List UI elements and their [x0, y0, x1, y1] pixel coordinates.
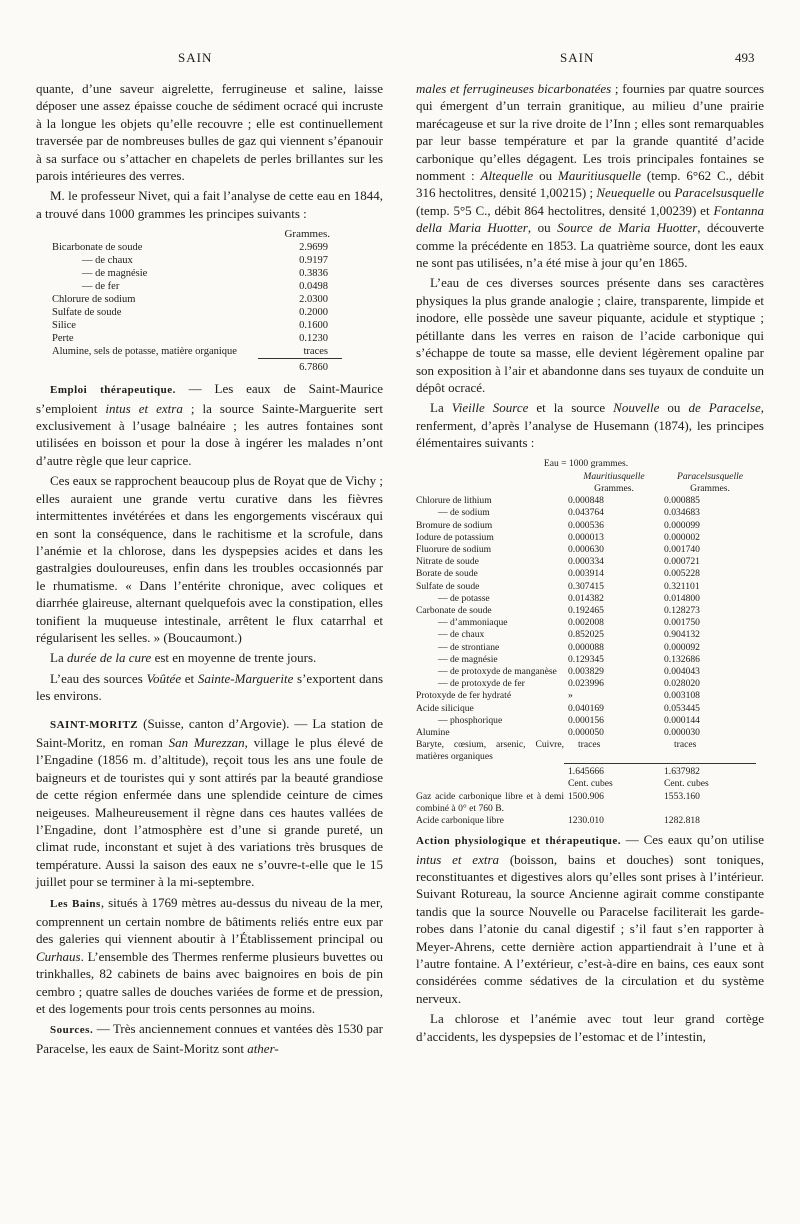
row-label: Nitrate de soude — [416, 556, 479, 568]
row-value-mauritius: 0.003829 — [568, 665, 604, 677]
row-label: — phosphorique — [438, 714, 503, 726]
row-label: Sulfate de soude — [52, 307, 122, 319]
row-label: — de magnésie — [82, 268, 148, 280]
table-row — [52, 319, 342, 332]
row-value: traces — [303, 346, 328, 358]
row-value-paracelsus: 0.000002 — [664, 531, 700, 543]
row-label: Gaz acide carbonique libre et à demi combiné à 0° et 760 B. — [416, 790, 564, 814]
text: , ou — [527, 220, 558, 236]
row-label: Sulfate de soude — [416, 580, 480, 592]
row-label: Alumine, sels de potasse, matière organique — [52, 346, 237, 358]
row-label: Silice — [52, 320, 76, 332]
paragraph — [416, 80, 764, 271]
text: La — [50, 650, 67, 666]
table-row — [52, 293, 342, 306]
paragraph: Ces eaux se rapprochent beaucoup plus de Royat que de Vichy ; elles auraient une grande vertu curative dans les fièvres intermittentes invétérées et dans les engorgements viscéraux qui en sont la conséquence, dans le rachitisme et la scrofule, dans l’anémie et la chlorose, dans les dyspepsies acides et dans les gastralgies douloureuses, enfin dans les troubles occasionnés par le rhumatisme. « Dans l’entérite chronique, avec coliques et diarrhée glaireuse, alternant quelquefois avec la constipation, elles tonifient la muqueuse intestinale, arrêtent le flux catarrhal et régularisent les selles. » (Boucaumont.) — [36, 473, 383, 645]
row-label: — de potasse — [438, 592, 490, 604]
text: intus et extra — [105, 400, 183, 416]
text: males et ferrugineuses bicarbonatées — [416, 81, 612, 96]
row-value-paracelsus: 0.001750 — [664, 617, 700, 629]
spacer — [416, 778, 564, 790]
table-row — [416, 739, 756, 763]
row-value-paracelsus: 0.028020 — [664, 678, 700, 690]
text: Neuequelle — [596, 185, 655, 201]
table-row — [52, 254, 342, 267]
column-unit: Cent. cubes — [568, 778, 613, 790]
table-caption: Eau = 1000 grammes. — [543, 457, 629, 469]
analysis-table-husemann — [416, 458, 756, 828]
table-row — [416, 605, 756, 617]
column-header: Mauritiusquelle — [583, 470, 645, 482]
table-row — [416, 654, 756, 666]
table-row — [416, 593, 756, 605]
row-value-mauritius: 0.307415 — [568, 580, 604, 592]
row-value-mauritius: 0.002008 — [568, 617, 604, 629]
row-value-mauritius: 0.000536 — [568, 519, 604, 531]
column-header: Paracelsusquelle — [676, 470, 744, 482]
text: ou — [659, 400, 689, 416]
row-value-paracelsus: 0.000030 — [664, 727, 700, 738]
table-row — [416, 678, 756, 690]
section-heading: Les Bains — [50, 897, 101, 910]
paragraph-therapeutic — [36, 380, 383, 469]
running-head-left: SAIN — [178, 50, 213, 65]
spacer — [52, 359, 258, 375]
row-value-mauritius: » — [568, 690, 573, 702]
table-total-row — [416, 764, 756, 779]
row-value-paracelsus: 0.000099 — [664, 519, 700, 531]
paragraph: quante, d’une saveur aigrelette, ferrugineuse et saline, laisse déposer une assez épaisse couche de sédiment ocracé qui incruste à la longue les objets qu’elle recouvre ; elle est continuellement traversée par de nombreuses bulles de gaz qui viennent s’épanouir à sa surface ou s’attacher en chapelets de perles brillantes sur les parois intérieures des verres. — [36, 81, 383, 184]
table-row — [416, 642, 756, 654]
row-value-mauritius: 1500.906 — [568, 790, 604, 802]
text: (temp. 5°5 C., débit 864 hectolitres, densité 1,00239) et — [416, 202, 714, 218]
right-column — [416, 80, 764, 1048]
text: ; fournies par quatre sources qui émergent d’un terrain granitique, au milieu d’une prairie marécageuse et sur la rive droite de l’Inn ; elles sont remarquables par leur basse température et par la grande quantité d’acide carbonique qu’elles dégagent. Les trois principales fontaines se nomment : — [416, 81, 764, 184]
row-value-paracelsus: 0.003108 — [664, 690, 700, 702]
row-label: Bromure de sodium — [416, 519, 493, 531]
table-row — [52, 332, 342, 345]
row-value-mauritius: 0.043764 — [568, 507, 604, 519]
text: ather- — [247, 1040, 279, 1056]
row-label: Fluorure de sodium — [416, 543, 492, 555]
row-value: 2.0300 — [299, 294, 328, 306]
section-heading: Emploi thérapeutique. — [50, 384, 176, 397]
row-value-mauritius: 0.000156 — [568, 714, 604, 726]
table-row — [52, 241, 342, 254]
row-label: Chlorure de lithium — [416, 495, 492, 507]
left-column — [36, 80, 383, 1060]
row-value-mauritius: 0.000630 — [568, 543, 604, 555]
row-value-mauritius: 0.023996 — [568, 678, 604, 690]
row-value-mauritius: 0.000050 — [568, 727, 604, 738]
running-head-right: SAIN — [560, 50, 595, 65]
paragraph: L’eau de ces diverses sources présente dans ses caractères physiques la plus grande analogie ; claire, transparente, limpide et inodore, elle possède une saveur piquante, acidule et styptique ; pétillante dans les verres en raison de l’acide carbonique qui s’échappe de toute sa masse, elle devient légèrement opaline par son exposition à l’air et abandonne dans ses tuyaux de conduite un dépôt ocracé. — [416, 275, 764, 395]
row-value-mauritius: 0.000848 — [568, 495, 604, 507]
text: ou — [654, 185, 675, 201]
unit-row — [416, 778, 756, 790]
row-value-mauritius: 0.003914 — [568, 568, 604, 580]
text: de Paracelse — [688, 400, 761, 416]
row-label: Acide carbonique libre — [416, 814, 504, 826]
text: Mauritiusquelle — [557, 168, 642, 184]
column-unit: Cent. cubes — [664, 778, 709, 790]
text: ; la source Sainte-Marguerite sert exclusivement à l’usage balnéaire ; les autres fontaines sont utilisées en boisson et pour la dose à ingérer les malades n’ont d’autre règle que leur caprice. — [36, 400, 383, 468]
row-label: — d’ammoniaque — [438, 617, 508, 629]
row-label: Alumine — [416, 727, 450, 738]
page-number: 493 — [735, 50, 755, 65]
section-heading: Action physiologique et thérapeutique. — [416, 835, 622, 848]
text: Voûtée — [146, 670, 182, 686]
table-row — [416, 556, 756, 568]
total-mauritius: 1.645666 — [564, 764, 660, 779]
table-row — [416, 666, 756, 678]
table-row — [416, 581, 756, 593]
row-value-paracelsus: 0.004043 — [664, 665, 700, 677]
paragraph — [36, 649, 383, 666]
text: Nouvelle — [613, 400, 660, 416]
row-value: 0.3836 — [299, 268, 328, 280]
table-row — [416, 727, 756, 739]
row-value: 2.9699 — [299, 242, 328, 254]
row-value-mauritius: 0.014382 — [568, 592, 604, 604]
row-value-paracelsus: 0.053445 — [664, 702, 700, 714]
paragraph — [36, 670, 383, 705]
text: Vieille Source — [451, 400, 529, 416]
paragraph-saint-moritz — [36, 715, 383, 891]
text: , situés à 1769 mètres au-dessus du niveau de la mer, comprennent un certain nombre de bâtiments reliés entre eux par des galeries qui viennent aboutir à l’Établissement principal ou — [36, 894, 384, 947]
paragraph-bains — [36, 894, 383, 1018]
table-row — [416, 568, 756, 580]
text: , renferment, d’après l’analyse de Husemann (1874), les principes élémentaires suivants : — [416, 400, 764, 451]
text: (temp. 6°62 C., débit 316 hectolitres, densité 1,00215) ; — [416, 168, 765, 201]
row-value-mauritius: 0.000088 — [568, 641, 604, 653]
row-label: — de protoxyde de manganèse — [438, 665, 557, 677]
table-row — [52, 267, 342, 280]
table-row — [416, 532, 756, 544]
text: (Suisse, canton d’Argovie). — La station de Saint-Moritz, en roman — [36, 715, 383, 750]
table-total: 6.7860 — [258, 359, 342, 375]
row-value-paracelsus: traces — [674, 739, 697, 751]
paragraph-action — [416, 831, 764, 1007]
spacer — [416, 764, 564, 779]
text: La — [430, 400, 452, 416]
row-value-paracelsus: 0.128273 — [664, 604, 700, 616]
row-label: Baryte, cœsium, arsenic, Cuivre, matières organiques — [416, 739, 564, 763]
table-row — [52, 280, 342, 293]
row-label: — de fer — [82, 281, 120, 293]
row-value-mauritius: 0.000013 — [568, 531, 604, 543]
column-unit: Grammes. — [594, 482, 634, 494]
row-label: Protoxyde de fer hydraté — [416, 690, 512, 702]
row-label: — de chaux — [82, 255, 133, 267]
table-row — [416, 703, 756, 715]
row-value-paracelsus: 0.904132 — [664, 629, 700, 641]
table-row — [52, 345, 342, 359]
text: Paracelsusquelle — [674, 185, 764, 201]
entry-heading: SAINT-MORITZ — [50, 718, 139, 731]
text: durée de la cure — [66, 650, 152, 666]
text: . L’ensemble des Thermes renferme plusieurs buvettes ou trinkhalles, 82 cabinets de bains avec baignoires en bois de pin cembro ; quatre salles de douches variées de forme et de pression, et des logements pour trois cents personnes au moins. — [36, 948, 383, 1017]
row-label: — de sodium — [438, 507, 490, 519]
row-label: Chlorure de sodium — [52, 294, 136, 306]
table-unit: Grammes. — [284, 228, 330, 241]
text: — Ces eaux qu’on utilise — [621, 832, 764, 848]
row-value-paracelsus: 0.132686 — [664, 653, 700, 665]
table-row — [416, 507, 756, 519]
row-label: Carbonate de soude — [416, 604, 492, 616]
total-paracelsus: 1.637982 — [660, 764, 756, 779]
text: Curhaus — [36, 948, 81, 964]
text: L’eau des sources — [50, 670, 147, 686]
row-value-mauritius: 0.040169 — [568, 702, 604, 714]
row-label: Borate de soude — [416, 568, 478, 580]
table-row — [416, 520, 756, 532]
row-value: 0.9197 — [299, 255, 328, 267]
text: — Très anciennement connues et vantées dès 1530 par Paracelse, les eaux de Saint-Moritz sont — [36, 1021, 383, 1056]
text: — Les eaux de Saint-Maurice s’emploient — [36, 381, 383, 416]
row-value-mauritius: traces — [578, 739, 601, 751]
row-value-paracelsus: 1282.818 — [664, 814, 700, 826]
text: intus et extra — [416, 851, 500, 867]
paragraph: La chlorose et l’anémie avec tout leur grand cortège d’accidents, les dyspepsies de l’estomac et de l’intestin, — [416, 1011, 764, 1044]
row-label: Iodure de potassium — [416, 531, 494, 543]
gas-row — [416, 815, 756, 827]
row-label: Bicarbonate de soude — [52, 242, 143, 254]
row-value: 0.1230 — [299, 333, 328, 345]
row-label: Perte — [52, 333, 74, 345]
text: est en moyenne de trente jours. — [151, 650, 317, 666]
row-value-paracelsus: 0.034683 — [664, 507, 700, 519]
table-total-row — [52, 359, 342, 375]
row-value: 0.0498 — [299, 281, 328, 293]
row-value-mauritius: 0.129345 — [568, 653, 604, 665]
table-row — [416, 715, 756, 727]
text: et — [181, 670, 198, 686]
text: s’exportent dans les environs. — [36, 670, 384, 704]
row-value-mauritius: 0.192465 — [568, 604, 604, 616]
row-value-paracelsus: 0.000721 — [664, 556, 700, 568]
row-value-paracelsus: 1553.160 — [664, 790, 700, 802]
section-heading: Sources. — [50, 1024, 94, 1037]
row-value: 0.1600 — [299, 320, 328, 332]
table-row — [416, 544, 756, 556]
text: Altequelle — [480, 168, 534, 184]
row-label: — de protoxyde de fer — [438, 678, 525, 690]
table-row — [416, 617, 756, 629]
row-label: — de strontiane — [438, 641, 500, 653]
row-label: Acide silicique — [416, 702, 474, 714]
text: , village le plus élevé de l’Engadine (1856 m. d’altitude), reçoit tous les ans une foule de baigneurs et de touristes qui y sont attirés par la beauté grandiose de cette région enfermée dans une splendide ceinture de cimes neigeuses. Malheureusement il règne dans ces hautes vallées de l’Engadine, dont l’atmosphère est d’une si grande pureté, un climat rude, inconstant et sujet à des variations très brusques de température. Aussi la saison des eaux ne s’ouvre-t-elle que le 15 juillet pour se terminer à la mi-septembre. — [36, 734, 384, 890]
row-value-paracelsus: 0.005228 — [664, 568, 700, 580]
row-value-paracelsus: 0.321101 — [664, 580, 700, 592]
row-label: — de magnésie — [438, 653, 498, 665]
text: ou — [533, 168, 558, 184]
row-label: — de chaux — [438, 629, 485, 641]
row-value-mauritius: 0.000334 — [568, 556, 604, 568]
row-value: 0.2000 — [299, 307, 328, 319]
table-row — [416, 629, 756, 641]
paragraph: M. le professeur Nivet, qui a fait l’analyse de cette eau en 1844, a trouvé dans 1000 grammes les principes suivants : — [36, 188, 383, 221]
row-value-paracelsus: 0.014800 — [664, 592, 700, 604]
row-value-mauritius: 1230.010 — [568, 814, 604, 826]
column-unit: Grammes. — [690, 482, 730, 494]
row-value-paracelsus: 0.000092 — [664, 641, 700, 653]
paragraph — [416, 399, 764, 451]
row-value-mauritius: 0.852025 — [568, 629, 604, 641]
row-value-paracelsus: 0.000885 — [664, 495, 700, 507]
gas-row — [416, 791, 756, 815]
text: , découverte comme la précédente en 1853. La quatrième source, dont les eaux ne sont pas utilisées, n’a été mise à jour qu’en 1865. — [416, 220, 765, 271]
table-row — [416, 495, 756, 507]
text: (boisson, bains et douches) sont toniques, reconstituantes et digestives alors qu’elles sont prises à l’intérieur. Suivant Rotureau, la source Ancienne agirait comme constipante tandis que la source Nouvelle ou Paracelse faciliterait les garde-robes dans l’atonie du canal digestif ; s’il faut s’en rapporter à Meyer-Ahrens, cette dernière action appartiendrait à l’une et à l’autre fontaine. A l’extérieur, c’est-à-dire en bains, ces eaux sont considérées comme sédatives de la circulation et du système nerveux. — [416, 851, 764, 1006]
text: Fontanna della Maria Huotter — [416, 202, 764, 236]
text: Sainte-Marguerite — [197, 670, 294, 686]
text: San Murezzan — [168, 734, 245, 750]
analysis-table-nivet — [52, 228, 342, 374]
row-value-paracelsus: 0.000144 — [664, 714, 700, 726]
table-row — [52, 306, 342, 319]
text: et la source — [528, 400, 614, 416]
row-value-paracelsus: 0.001740 — [664, 543, 700, 555]
text: Source de Maria Huotter — [557, 220, 698, 236]
table-row — [416, 690, 756, 702]
paragraph-sources — [36, 1020, 383, 1057]
